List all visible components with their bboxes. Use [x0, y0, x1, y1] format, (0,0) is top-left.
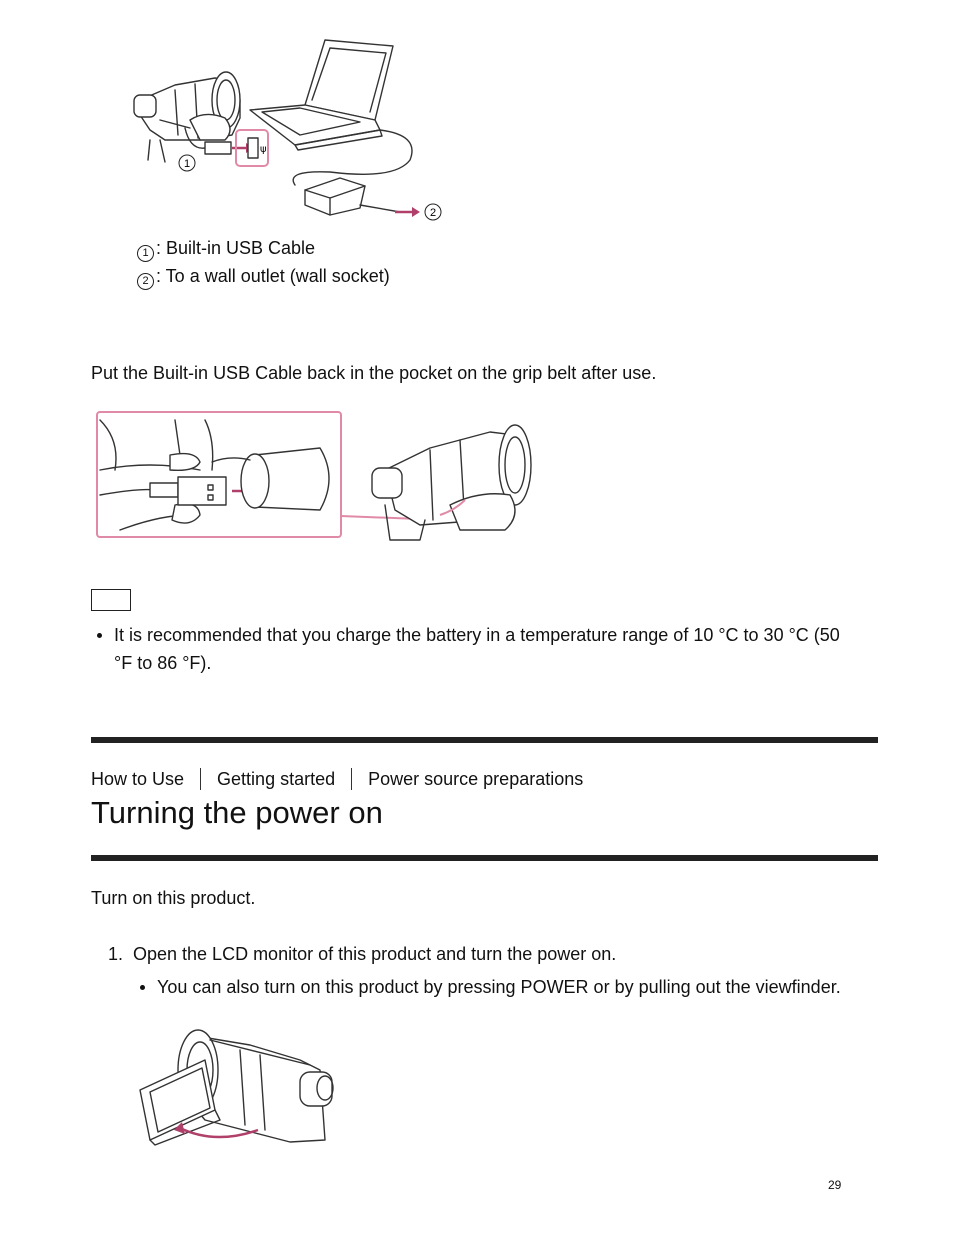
marker-1-circle: 1: [183, 158, 191, 170]
svg-text:ψ: ψ: [260, 144, 267, 155]
cable-storage-paragraph: Put the Built-in USB Cable back in the pocket on the grip belt after use.: [91, 363, 657, 383]
step-number: 1.: [108, 944, 124, 964]
note-bullet-line-1: It is recommended that you charge the battery in a temperature range of 10 °C to 30 °C (50: [114, 625, 840, 645]
marker-2-icon: 2: [137, 273, 154, 290]
breadcrumb-power-source[interactable]: Power source preparations: [368, 769, 584, 789]
svg-text:2: 2: [429, 207, 437, 219]
step-sub-bullet: You can also turn on this product by pressing POWER or by pulling out the viewfinder.: [157, 977, 841, 997]
page-number: 29: [828, 1178, 842, 1192]
marker-1-icon: 1: [137, 245, 154, 262]
note-bullet-line-2: °F to 86 °F).: [114, 653, 212, 673]
page-title: Turning the power on: [91, 795, 383, 830]
step-text: Open the LCD monitor of this product and turn the power on.: [133, 944, 617, 964]
intro-paragraph: Turn on this product.: [91, 888, 256, 908]
legend-item-label: : To a wall outlet (wall socket): [156, 266, 390, 286]
breadcrumb-getting-started[interactable]: Getting started: [217, 769, 336, 789]
legend-item-label: : Built-in USB Cable: [156, 238, 316, 258]
breadcrumb-how-to-use[interactable]: How to Use: [91, 769, 185, 789]
